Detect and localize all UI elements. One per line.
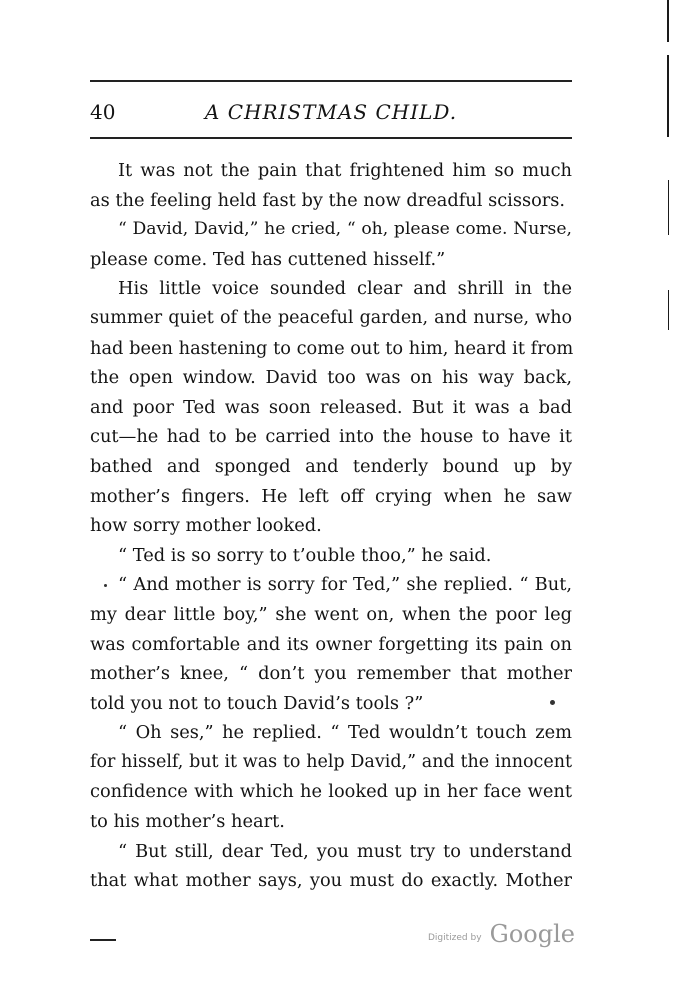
text-line: was comfortable and its owner forgetting its pain on xyxy=(90,633,572,655)
header-rule-top xyxy=(90,80,572,82)
header-rule-bottom xyxy=(90,137,572,139)
text-line: “ But still, dear Ted, you must try to understand xyxy=(118,840,572,862)
body-text xyxy=(90,156,572,896)
scan-edge-mark xyxy=(668,290,669,330)
text-line: bathed and sponged and tenderly bound up by xyxy=(90,455,572,477)
page-number: 40 xyxy=(90,100,116,124)
text-line: His little voice sounded clear and shrill in the xyxy=(118,278,572,300)
text-line: my dear little boy,” she went on, when the poor leg xyxy=(90,603,572,625)
scan-edge-mark xyxy=(668,180,669,235)
text-line: It was not the pain that frightened him so much xyxy=(118,160,572,181)
text-line: cut—he had to be carried into the house to have it xyxy=(90,426,572,448)
text-line: mother’s fingers. He left off crying when he saw xyxy=(90,485,572,507)
text-line: the open window. David too was on his way back, xyxy=(90,367,572,389)
footer-dash xyxy=(90,939,116,941)
scan-edge-mark xyxy=(667,0,669,42)
text-line: “ Oh ses,” he replied. “ Ted wouldn’t touch zem xyxy=(118,722,572,744)
running-title: A CHRISTMAS CHILD. xyxy=(204,100,458,124)
text-line: “ David, David,” he cried, “ oh, please come. Nurse, xyxy=(118,219,572,240)
text-line: “ Ted is so sorry to t’ouble thoo,” he said. xyxy=(118,544,492,566)
text-line: told you not to touch David’s tools ?” xyxy=(90,692,424,714)
text-line: summer quiet of the peaceful garden, and nurse, who xyxy=(90,307,572,328)
text-line: had been hastening to come out to him, heard it from xyxy=(90,337,574,359)
print-speck xyxy=(104,584,107,587)
text-line: “ And mother is sorry for Ted,” she replied. “ But, xyxy=(118,574,572,596)
running-head xyxy=(90,96,572,126)
text-line: for hisself, but it was to help David,” and the innocent xyxy=(90,751,572,772)
text-line: as the feeling held fast by the now dreadful scissors. xyxy=(90,189,566,211)
text-line: mother’s knee, “ don’t you remember that mother xyxy=(90,663,572,685)
text-line: please come. Ted has cuttened hisself.” xyxy=(90,248,446,270)
text-line: and poor Ted was soon released. But it was a bad xyxy=(90,396,572,418)
print-speck xyxy=(550,700,555,705)
text-line: confidence with which he looked up in her face went xyxy=(90,781,572,803)
scan-edge-mark xyxy=(667,55,669,137)
text-line: how sorry mother looked. xyxy=(90,515,322,537)
text-line: that what mother says, you must do exactly. Mother xyxy=(90,870,572,892)
watermark-prefix: Digitized by xyxy=(428,933,482,943)
text-line: to his mother’s heart. xyxy=(90,811,285,833)
watermark-brand: Google xyxy=(489,920,575,948)
digitized-watermark xyxy=(428,920,575,948)
